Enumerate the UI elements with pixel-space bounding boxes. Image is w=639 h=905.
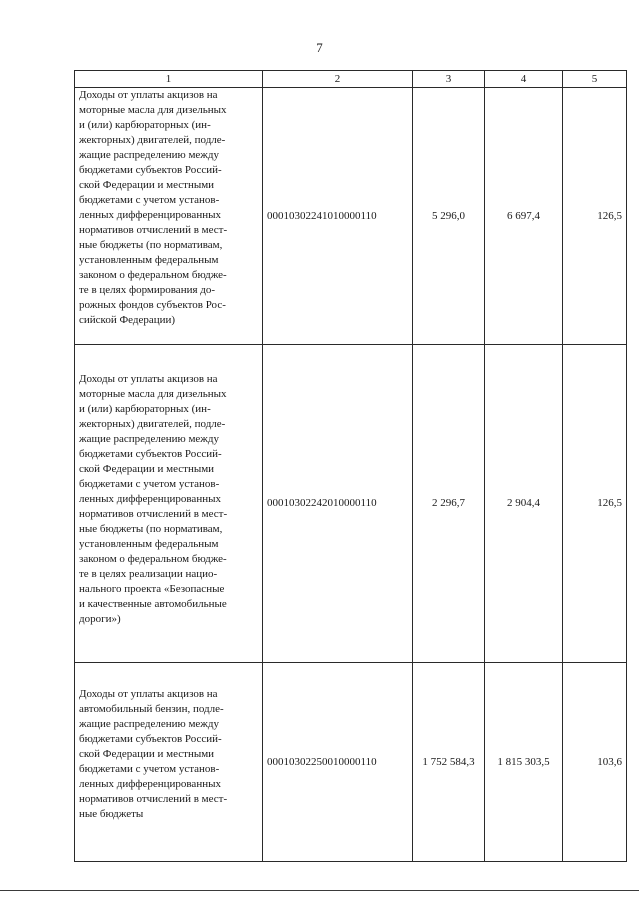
- percent-cell: 103,6: [563, 663, 627, 862]
- revenue-name-line: жащие распределению между: [79, 433, 219, 445]
- revenue-name-line: и (или) карбюраторных (ин-: [79, 403, 211, 415]
- revenue-name-line: ленных дифференцированных: [79, 493, 221, 505]
- revenue-name-cell: [75, 88, 263, 345]
- value-col3-cell: 2 296,7: [413, 345, 485, 663]
- value-col4-cell: 2 904,4: [485, 345, 563, 663]
- column-header-3: 3: [413, 71, 485, 88]
- revenue-name-line: ской Федерации и местными: [79, 463, 215, 475]
- budget-revenue-table: [74, 70, 627, 862]
- revenue-name-line: Доходы от уплаты акцизов на: [79, 688, 218, 700]
- revenue-name-line: ные бюджеты (по нормативам,: [79, 239, 223, 251]
- page-bottom-rule: [0, 890, 639, 891]
- revenue-name-line: те в целях формирования до-: [79, 284, 216, 296]
- revenue-name-line: дороги»): [79, 613, 121, 625]
- revenue-name-cell: [75, 345, 263, 663]
- percent-cell: 126,5: [563, 345, 627, 663]
- revenue-name-line: ленных дифференцированных: [79, 209, 221, 221]
- revenue-name-cell: [75, 663, 263, 862]
- revenue-name-line: моторные масла для дизельных: [79, 104, 227, 116]
- budget-code-cell: 00010302242010000110: [263, 345, 413, 663]
- revenue-name-line: Доходы от уплаты акцизов на: [79, 373, 218, 385]
- revenue-name-line: ные бюджеты: [79, 808, 144, 820]
- revenue-name-line: установленным федеральным: [79, 254, 219, 266]
- revenue-name-line: ской Федерации и местными: [79, 179, 215, 191]
- revenue-name-line: Доходы от уплаты акцизов на: [79, 89, 218, 101]
- revenue-name-line: рожных фондов субъектов Рос-: [79, 299, 226, 311]
- revenue-name-line: бюджетами субъектов Россий-: [79, 164, 222, 176]
- percent-cell: 126,5: [563, 88, 627, 345]
- revenue-name-line: сийской Федерации): [79, 314, 176, 326]
- revenue-name-line: жащие распределению между: [79, 718, 219, 730]
- value-col3-cell: 5 296,0: [413, 88, 485, 345]
- table-row: [75, 345, 627, 663]
- column-header-2: 2: [263, 71, 413, 88]
- revenue-name-line: и (или) карбюраторных (ин-: [79, 119, 211, 131]
- value-col3-cell: 1 752 584,3: [413, 663, 485, 862]
- revenue-name-line: законом о федеральном бюдже-: [79, 269, 227, 281]
- value-col4-cell: 1 815 303,5: [485, 663, 563, 862]
- column-header-4: 4: [485, 71, 563, 88]
- revenue-name-line: бюджетами с учетом установ-: [79, 478, 220, 490]
- revenue-name-line: жащие распределению между: [79, 149, 219, 161]
- revenue-name-line: законом о федеральном бюдже-: [79, 553, 227, 565]
- revenue-name-line: нального проекта «Безопасные: [79, 583, 225, 595]
- table-header-row: [75, 71, 627, 88]
- value-col4-cell: 6 697,4: [485, 88, 563, 345]
- revenue-name-line: ленных дифференцированных: [79, 778, 221, 790]
- revenue-name-line: и качественные автомобильные: [79, 598, 227, 610]
- revenue-name-line: нормативов отчислений в мест-: [79, 508, 228, 520]
- column-header-1: 1: [75, 71, 263, 88]
- revenue-name-line: нормативов отчислений в мест-: [79, 224, 228, 236]
- table-row: [75, 663, 627, 862]
- revenue-name-line: ской Федерации и местными: [79, 748, 215, 760]
- revenue-name-line: установленным федеральным: [79, 538, 219, 550]
- table-row: [75, 88, 627, 345]
- revenue-name-line: бюджетами субъектов Россий-: [79, 733, 222, 745]
- revenue-name-line: бюджетами с учетом установ-: [79, 763, 220, 775]
- revenue-name-line: автомобильный бензин, подле-: [79, 703, 224, 715]
- revenue-name-line: ные бюджеты (по нормативам,: [79, 523, 223, 535]
- column-header-5: 5: [563, 71, 627, 88]
- revenue-name-line: бюджетами с учетом установ-: [79, 194, 220, 206]
- revenue-name-line: те в целях реализации нацио-: [79, 568, 218, 580]
- revenue-name-line: нормативов отчислений в мест-: [79, 793, 228, 805]
- page-number: 7: [316, 40, 323, 55]
- revenue-name-line: моторные масла для дизельных: [79, 388, 227, 400]
- budget-code-cell: 00010302241010000110: [263, 88, 413, 345]
- revenue-name-line: бюджетами субъектов Россий-: [79, 448, 222, 460]
- revenue-name-line: жекторных) двигателей, подле-: [79, 418, 226, 430]
- budget-code-cell: 00010302250010000110: [263, 663, 413, 862]
- revenue-name-line: жекторных) двигателей, подле-: [79, 134, 226, 146]
